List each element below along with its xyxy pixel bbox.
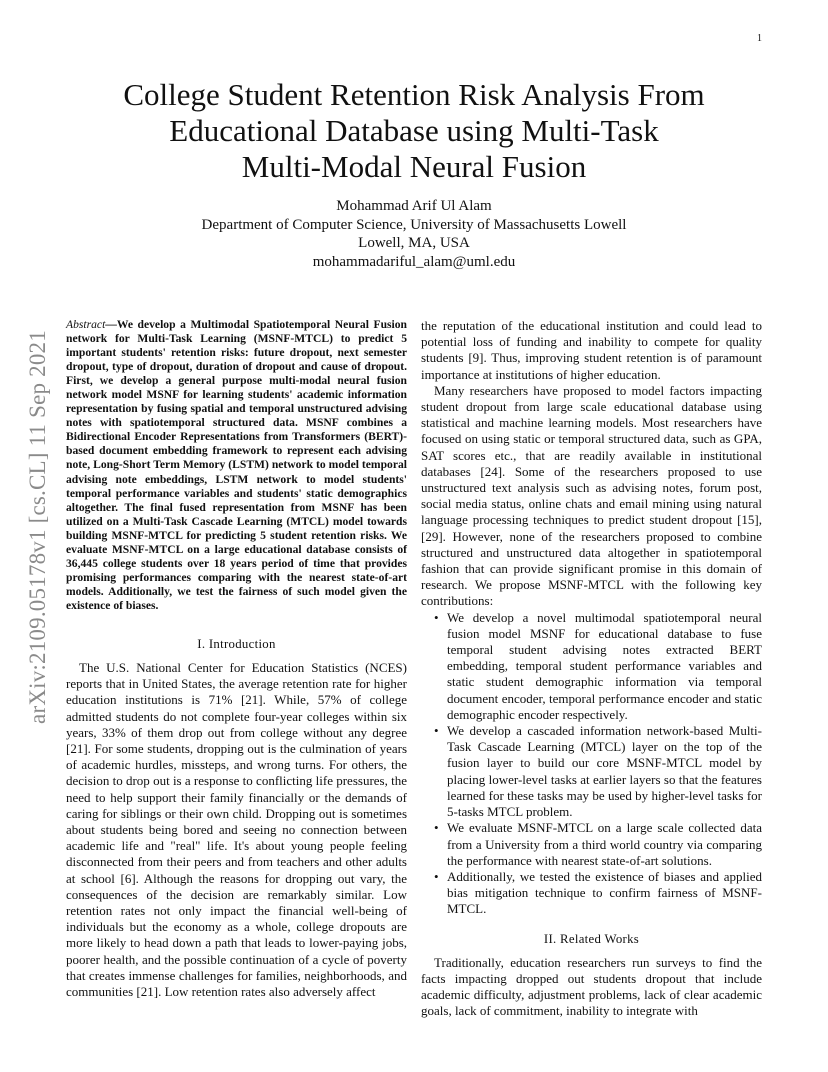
title-line-2: Educational Database using Multi-Task [169,113,659,148]
arxiv-stamp [26,292,50,762]
abstract-text: —We develop a Multimodal Spatiotemporal Neural Fusion network for Multi-Task Learning (MSNF-MTCL) to predict 5 important students' retention risks: future dropout, next semester dropout, type of dropout, duration of dropout and cause of dropout. First, we develop a general purpose multi-modal neural fusion network model MSNF for learning students' academic information representation by fusing spatial and temporal unstructured advising notes with spatiotemporal structured data. MSNF combines a Bidirectional Encoder Representations from Transformers (BERT)-based document embedding framework to represent each advising note, Long-Short Term Memory (LSTM) network to model temporal advising note embeddings, LSTM network to model students' temporal performance variables and students' static demographics altogether. The final fused representation from MSNF has been utilized on a Multi-Task Cascade Learning (MTCL) model towards building MSNF-MTCL for predicting 5 student retention risks. We evaluate MSNF-MTCL on a large educational database consists of 36,445 college students over 18 years period of time that provides promising performances comparing with the nearest state-of-art models. Additionally, we test the fairness of such model given the existence of biases. [66,318,407,612]
contribution-item: • We develop a cascaded information network-based Multi-Task Cascade Learning (MTCL) layer on the top of the fusion layer to build our core MSNF-MTCL model by placing lower-level tasks at earlier layers so that the features learned for these tasks may be used by higher-level tasks for 5-tasks MTCL problem. [447,723,762,820]
title-line-1: College Student Retention Risk Analysis From [123,77,705,112]
author-affiliation: Department of Computer Science, University of Massachusetts Lowell [201,216,627,233]
abstract [66,318,407,613]
paper-title [60,77,768,185]
intro-heading: I. Introduction [197,636,276,651]
author-name: Mohammad Arif Ul Alam [336,198,492,214]
intro-paragraph: The U.S. National Center for Education Statistics (NCES) reports that in United States, the average retention rate for higher education institutions is 71% [21]. While, 57% of college admitted students do not complete four-year colleges within six years, 33% of them drop out from college without any degree [21]. For some students, dropping out is the culmination of years of academic hurdles, missteps, and wrong turns. For others, the decision to drop out is a response to conflicting life pressures, the need to help support their family financially or the demands of caring for siblings or their own child. Dropping out is sometimes about students being bored and seeing no connection between academic life and "real" life. It's about young people feeling disconnected from their peers and from teachers and other adults at school [6]. Although the reasons for dropping out vary, the consequences of the decision are remarkably similar. Low retention rates not only impact the financial well-being of individuals but the economy as a whole, college dropouts are more likely to head down a path that leads to lower-paying jobs, poorer health, and the possible continuation of a cycle of poverty that creates immense challenges for families, neighborhoods, and communities [21]. Low retention rates also adversely affect [66,659,407,1000]
contribution-item: • We develop a novel multimodal spatiotemporal neural fusion model MSNF for educational database to fuse temporal student advising notes extracted BERT embedding, temporal student performance variables and static student demographic information via temporal document encoder, temporal performance encoder and static demographic encoder respectively. [447,610,762,723]
author-email[interactable]: mohammadariful_alam@uml.edu [312,253,516,270]
contributions-list [421,610,762,918]
left-column [66,318,407,1000]
author-block [60,197,768,271]
author-location: Lowell, MA, USA [358,235,470,251]
title-line-3: Multi-Modal Neural Fusion [241,149,587,184]
related-works-heading: II. Related Works [543,931,640,946]
page-number: 1 [757,33,762,44]
intro-continuation: the reputation of the educational institution and could lead to potential loss of funding and inability to compete for quality students [9]. Thus, improving student retention is of paramount importance at institutions of higher education. [421,318,762,382]
intro-paragraph-2: Many researchers have proposed to model factors impacting student dropout from large scale educational database using statistical and machine learning models. Most researchers have focused on using static or temporal structured data, such as GPA, SAT scores etc., that are readily available in institutional databases [24]. Some of the researchers proposed to use unstructured text analysis such as advising notes, forum post, social media status, online chats and email mining using natural language processing techniques to predict student dropout [15], [29]. However, none of the researchers proposed to combine structured and unstructured data altogether in spatiotemporal fashion that can provide significant promise in this domain of research. We propose MSNF-MTCL with the following key contributions: [421,382,762,609]
related-works-paragraph: Traditionally, education researchers run surveys to find the facts impacting dropped out students dropout that include academic difficulty, adjustment problems, lack of clear academic goals, lack of commitment, inability to integrate with [421,954,762,1019]
contribution-item: • Additionally, we tested the existence of biases and applied bias mitigation technique to confirm fairness of MSNF-MTCL. [447,869,762,918]
arxiv-stamp-text: arXiv:2109.05178v1 [cs.CL] 11 Sep 2021 [25,330,50,724]
abstract-lead: Abstract [66,318,106,331]
right-column [421,318,762,1019]
contribution-item: • We evaluate MSNF-MTCL on a large scale collected data from a University from a third world country via comparing the performance with nearest state-of-art solutions. [447,820,762,869]
